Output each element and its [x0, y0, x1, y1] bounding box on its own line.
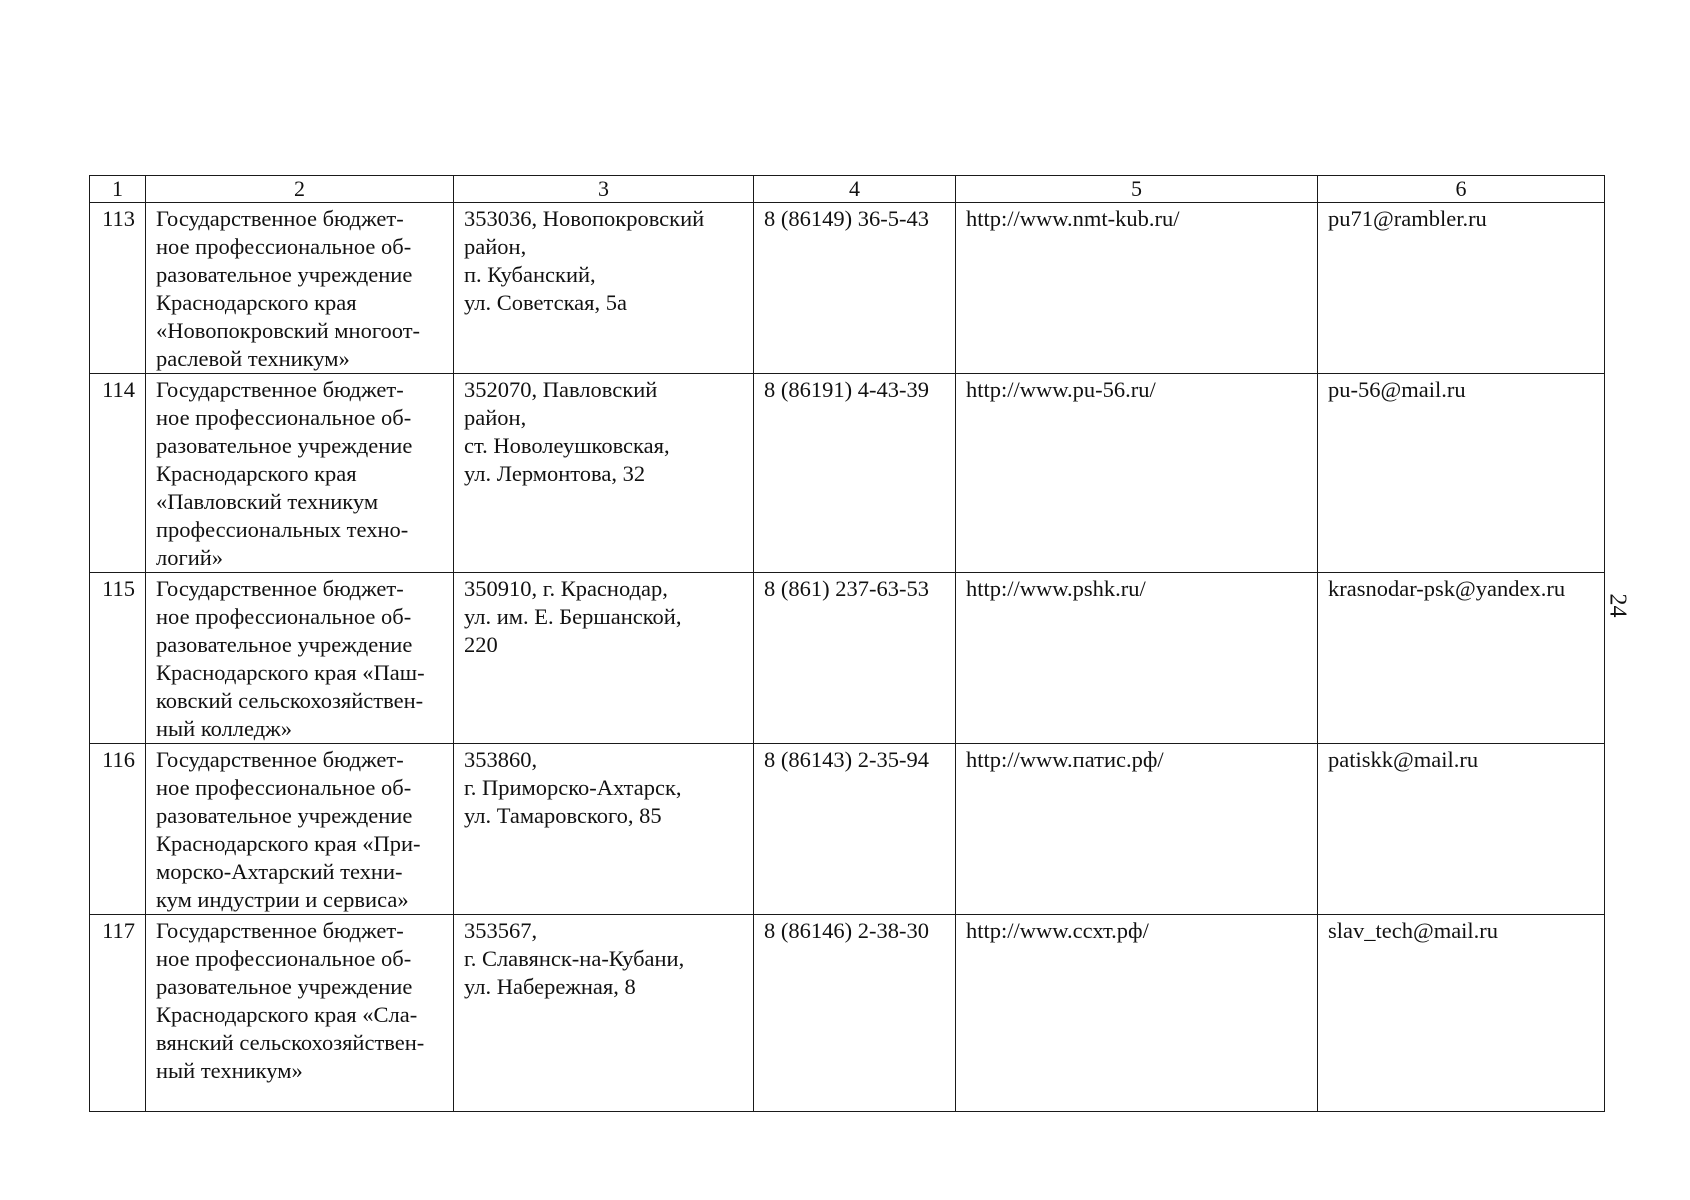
column-header-3: 3: [454, 176, 754, 203]
column-header-1: 1: [90, 176, 146, 203]
institution-email: patiskk@mail.ru: [1318, 744, 1605, 915]
institution-phone: 8 (861) 237-63-53: [754, 573, 956, 744]
institution-email: slav_tech@mail.ru: [1318, 915, 1605, 1112]
institution-email: pu71@rambler.ru: [1318, 203, 1605, 374]
institution-name: Государственное бюджет- ное профессиональное об- разовательное учреждение Краснодарского края «Сла- вянский сельскохозяйствен- ный техникум»: [146, 915, 454, 1112]
row-number: 113: [90, 203, 146, 374]
institution-phone: 8 (86146) 2-38-30: [754, 915, 956, 1112]
institution-address: 352070, Павловский район, ст. Новолеушковская, ул. Лермонтова, 32: [454, 374, 754, 573]
row-number: 116: [90, 744, 146, 915]
institution-name: Государственное бюджет- ное профессиональное об- разовательное учреждение Краснодарского края «Новопокровский многоот- раслевой техникум»: [146, 203, 454, 374]
column-header-2: 2: [146, 176, 454, 203]
column-header-5: 5: [956, 176, 1318, 203]
table-row: [90, 744, 1605, 915]
institution-name: Государственное бюджет- ное профессиональное об- разовательное учреждение Краснодарского края «При- морско-Ахтарский техни- кум индустрии и сервиса»: [146, 744, 454, 915]
institution-address: 353860, г. Приморско-Ахтарск, ул. Тамаровского, 85: [454, 744, 754, 915]
table-row: [90, 915, 1605, 1112]
institution-phone: 8 (86143) 2-35-94: [754, 744, 956, 915]
institution-phone: 8 (86149) 36-5-43: [754, 203, 956, 374]
column-number-header-row: [90, 176, 1605, 203]
institution-address: 350910, г. Краснодар, ул. им. Е. Бершанской, 220: [454, 573, 754, 744]
row-number: 117: [90, 915, 146, 1112]
table-row: [90, 573, 1605, 744]
page-number: 24: [1604, 593, 1631, 618]
table-row: [90, 374, 1605, 573]
row-number: 114: [90, 374, 146, 573]
row-number: 115: [90, 573, 146, 744]
institution-email: pu-56@mail.ru: [1318, 374, 1605, 573]
institution-name: Государственное бюджет- ное профессиональное об- разовательное учреждение Краснодарского края «Павловский техникум профессиональных техно- логий»: [146, 374, 454, 573]
institutions-table: [89, 175, 1605, 1112]
institution-name: Государственное бюджет- ное профессиональное об- разовательное учреждение Краснодарского края «Паш- ковский сельскохозяйствен- ный колледж»: [146, 573, 454, 744]
table-row: [90, 203, 1605, 374]
institution-phone: 8 (86191) 4-43-39: [754, 374, 956, 573]
column-header-4: 4: [754, 176, 956, 203]
institution-address: 353036, Новопокровский район, п. Кубанский, ул. Советская, 5а: [454, 203, 754, 374]
institution-website: http://www.pshk.ru/: [956, 573, 1318, 744]
column-header-6: 6: [1318, 176, 1605, 203]
institution-website: http://www.pu-56.ru/: [956, 374, 1318, 573]
institution-website: http://www.nmt-kub.ru/: [956, 203, 1318, 374]
institution-address: 353567, г. Славянск-на-Кубани, ул. Набережная, 8: [454, 915, 754, 1112]
institution-website: http://www.патис.рф/: [956, 744, 1318, 915]
institution-email: krasnodar-psk@yandex.ru: [1318, 573, 1605, 744]
institution-website: http://www.ссхт.рф/: [956, 915, 1318, 1112]
